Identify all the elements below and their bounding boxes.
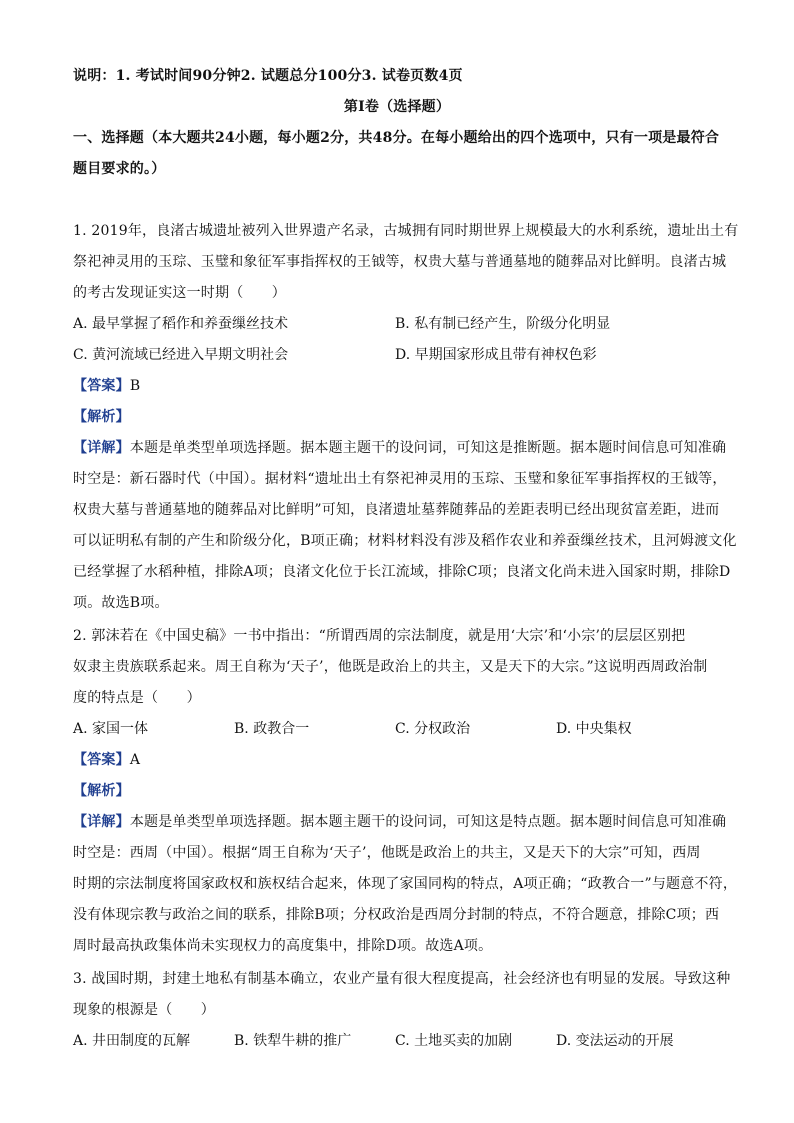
q2-analysis	[73, 781, 130, 801]
q3-option-c: C. 土地买卖的加剧	[395, 1033, 513, 1049]
q2-answer	[73, 750, 140, 770]
q1-detail-line-6: 项。故选B项。	[73, 595, 169, 611]
q2-stem-line-2: 奴隶主贵族联系起来。周王自称为‘天子’，他既是政治上的共主，又是天下的大宗。”这说明西周政治制	[73, 659, 708, 675]
answer-tag: 【答案】	[73, 752, 130, 768]
q1-option-a: A. 最早掌握了稻作和养蚕缫丝技术	[73, 316, 289, 332]
q1-answer-value: B	[129, 378, 141, 394]
q1-detail-line-1: 【详解】本题是单类型单项选择题。据本题主题干的设问词，可知这是推断题。据本题时间信息可知准确	[73, 440, 727, 456]
q2-stem-line-3: 度的特点是（ ）	[73, 690, 201, 706]
instructions-line-1: 一、选择题（本大题共24小题，每小题2分，共48分。在每小题给出的四个选项中，只有一项是最符合	[73, 130, 720, 146]
q1-stem-line-3: 的考古发现证实这一时期（ ）	[73, 285, 286, 301]
q1-option-d: D. 早期国家形成且带有神权色彩	[395, 347, 597, 363]
q2-detail-line-2: 时空是：西周（中国）。根据“周王自称为‘天子’，他既是政治上的共主，又是天下的大宗”可知，西周	[73, 845, 701, 861]
q2-stem-line-1: 2. 郭沫若在《中国史稿》一书中指出：“所谓西周的宗法制度，就是用‘大宗’和‘小宗’的层层区别把	[73, 628, 686, 644]
q2-detail-line-1: 【详解】本题是单类型单项选择题。据本题主题干的设问词，可知这是特点题。据本题时间信息可知准确	[73, 814, 727, 830]
analysis-tag: 【解析】	[73, 783, 130, 799]
q1-answer	[73, 376, 140, 396]
q3-stem-line-2: 现象的根源是（ ）	[73, 1002, 215, 1018]
q2-detail-line-4: 没有体现宗教与政治之间的联系，排除B项；分权政治是西周分封制的特点，不符合题意，排除C项；西	[73, 907, 720, 923]
q2-option-c: C. 分权政治	[395, 721, 471, 737]
analysis-tag: 【解析】	[73, 409, 130, 425]
q1-stem-line-1: 1. 2019年，良渚古城遗址被列入世界遗产名录，古城拥有同时期世界上规模最大的水利系统，遗址出土有	[73, 223, 739, 239]
q1-detail-line-4: 可以证明私有制的产生和阶级分化，B项正确；材料材料没有涉及稻作农业和养蚕缫丝技术，且河姆渡文化	[73, 533, 737, 549]
q1-detail-line-3: 权贵大墓与普通墓地的随葬品对比鲜明”可知，良渚遗址墓葬随葬品的差距表明已经出现贫富差距，进而	[73, 502, 720, 518]
q1-detail-line-5: 已经掌握了水稻种植，排除A项；良渚文化位于长江流域，排除C项；良渚文化尚未进入国家时期，排除D	[73, 564, 731, 580]
q3-option-b: B. 铁犁牛耕的推广	[234, 1033, 352, 1049]
detail-tag: 【详解】	[73, 814, 130, 830]
q3-option-a: A. 井田制度的瓦解	[73, 1033, 191, 1049]
exam-note: 说明：1. 考试时间90分钟2. 试题总分100分3. 试卷页数4页	[73, 68, 463, 84]
q1-detail-line-2: 时空是：新石器时代（中国）。据材料“遗址出土有祭祀神灵用的玉琮、玉璧和象征军事指挥权的王钺等，	[73, 471, 727, 487]
q3-option-d: D. 变法运动的开展	[556, 1033, 674, 1049]
q2-option-d: D. 中央集权	[556, 721, 632, 737]
instructions-line-2: 题目要求的。）	[73, 161, 166, 177]
section-title: 第Ⅰ卷（选择题）	[343, 99, 451, 115]
detail-tag: 【详解】	[73, 440, 130, 456]
q2-option-a: A. 家国一体	[73, 721, 149, 737]
q2-option-b: B. 政教合一	[234, 721, 310, 737]
q1-stem-line-2: 祭祀神灵用的玉琮、玉璧和象征军事指挥权的王钺等，权贵大墓与普通墓地的随葬品对比鲜明。良渚古城	[73, 254, 727, 270]
q1-analysis	[73, 407, 130, 427]
q3-stem-line-1: 3. 战国时期，封建土地私有制基本确立，农业产量有很大程度提高，社会经济也有明显的发展。导致这种	[73, 971, 731, 987]
q2-answer-value: A	[129, 752, 141, 768]
q2-detail-line-5: 周时最高执政集体尚未实现权力的高度集中，排除D项。故选A项。	[73, 938, 493, 954]
q1-option-b: B. 私有制已经产生，阶级分化明显	[395, 316, 611, 332]
answer-tag: 【答案】	[73, 378, 130, 394]
q1-option-c: C. 黄河流域已经进入早期文明社会	[73, 347, 289, 363]
q2-detail-line-3: 时期的宗法制度将国家政权和族权结合起来，体现了家国同构的特点，A项正确；“政教合一”与题意不符，	[73, 876, 738, 892]
